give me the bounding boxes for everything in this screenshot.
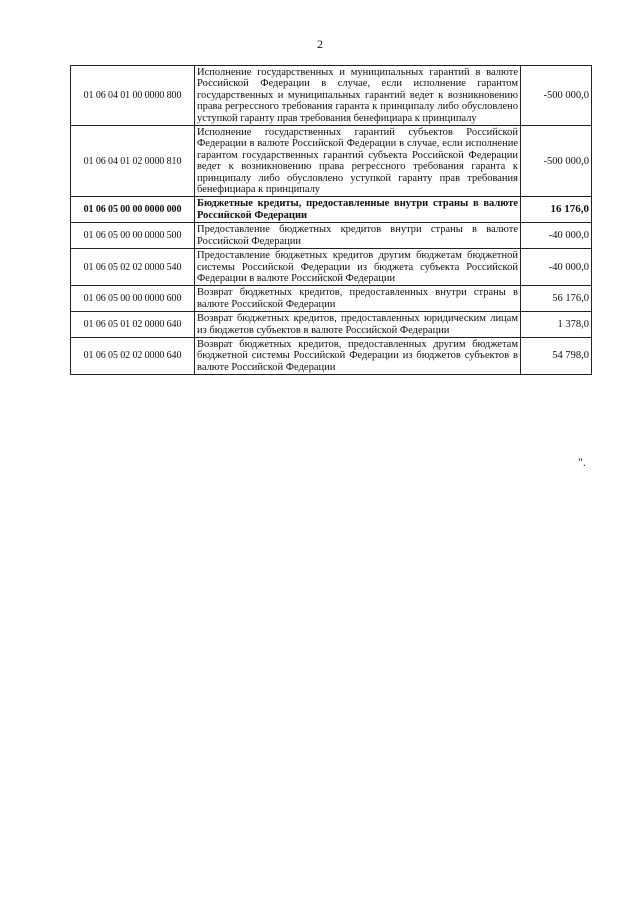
classification-code: 01 06 05 02 02 0000 640 [71, 337, 195, 374]
source-name: Предоставление бюджетных кредитов другим бюджетам бюджетной системы Российской Федерации из бюджета субъекта Российской Федерации в валюте Российской Федерации [195, 249, 521, 286]
closing-quote-mark: ". [578, 455, 586, 469]
budget-sources-table [70, 65, 592, 375]
amount: 16 176,0 [521, 197, 592, 223]
classification-code: 01 06 05 01 02 0000 640 [71, 312, 195, 338]
amount: -500 000,0 [521, 66, 592, 126]
amount: 56 176,0 [521, 286, 592, 312]
table-row [71, 249, 592, 286]
amount: 54 798,0 [521, 337, 592, 374]
classification-code: 01 06 05 00 00 0000 000 [71, 197, 195, 223]
classification-code: 01 06 05 00 00 0000 500 [71, 223, 195, 249]
source-name: Исполнение государственных и муниципальных гарантий в валюте Российской Федерации в случае, если исполнение гарантом государственных и муниципальных гарантий ведет к возникновению права регрессного требования гаранта к принципалу либо обусловлено уступкой гаранту прав требования бенефициара к принципалу [195, 66, 521, 126]
classification-code: 01 06 04 01 02 0000 810 [71, 126, 195, 197]
table-row [71, 66, 592, 126]
source-name: Предоставление бюджетных кредитов внутри страны в валюте Российской Федерации [195, 223, 521, 249]
amount: -40 000,0 [521, 249, 592, 286]
table-row [71, 337, 592, 374]
table-row [71, 197, 592, 223]
table-row [71, 286, 592, 312]
table-row [71, 312, 592, 338]
source-name: Возврат бюджетных кредитов, предоставленных другим бюджетам бюджетной системы Российской Федерации из бюджетов субъектов в валюте Российской Федерации [195, 337, 521, 374]
classification-code: 01 06 05 02 02 0000 540 [71, 249, 195, 286]
table-row [71, 126, 592, 197]
source-name: Бюджетные кредиты, предоставленные внутри страны в валюте Российской Федерации [195, 197, 521, 223]
table-row [71, 223, 592, 249]
source-name: Возврат бюджетных кредитов, предоставленных юридическим лицам из бюджетов субъектов в валюте Российской Федерации [195, 312, 521, 338]
source-name: Возврат бюджетных кредитов, предоставленных внутри страны в валюте Российской Федерации [195, 286, 521, 312]
page-number: 2 [317, 37, 323, 51]
classification-code: 01 06 05 00 00 0000 600 [71, 286, 195, 312]
amount: -40 000,0 [521, 223, 592, 249]
amount: 1 378,0 [521, 312, 592, 338]
source-name: Исполнение государственных гарантий субъектов Российской Федерации в валюте Российской Федерации в случае, если исполнение гарантом государственных гарантий субъекта Российской Федерации ведет к возникновению права регрессного требования гаранта к принципалу либо обусловлено уступкой гаранту прав требования бенефициара к принципалу [195, 126, 521, 197]
amount: -500 000,0 [521, 126, 592, 197]
classification-code: 01 06 04 01 00 0000 800 [71, 66, 195, 126]
